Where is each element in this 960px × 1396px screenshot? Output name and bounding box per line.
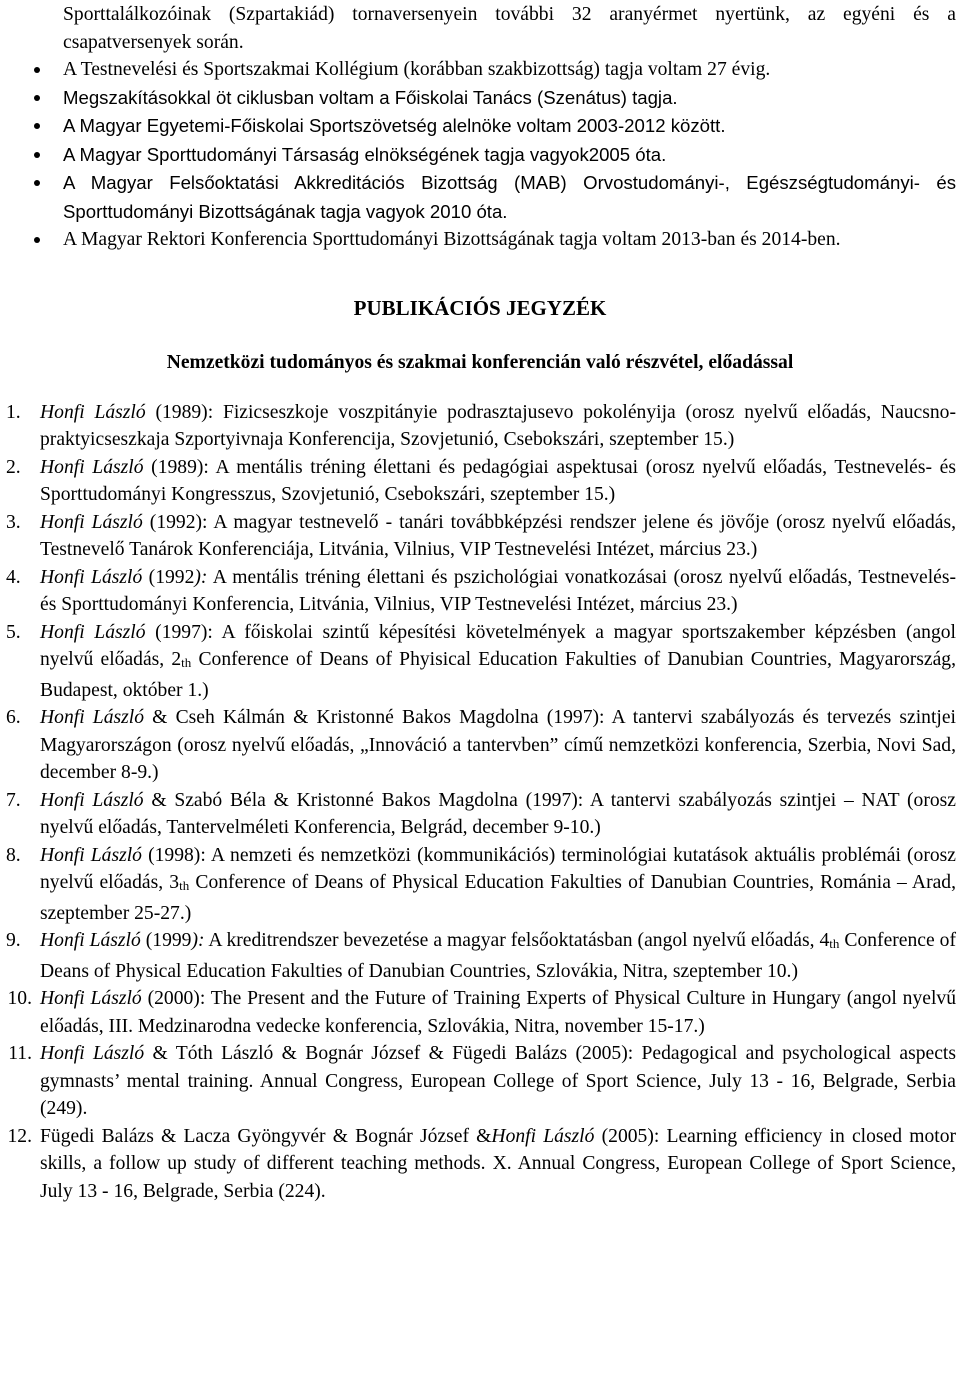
publication-text: & Cseh Kálmán & Kristonné Bakos Magdolna (1997): A tantervi szabályozás és tervezés szintjei Magyarországon (orosz nyelvű előadás, „Innováció a tantervben” című nemzetközi konferencia, Szerbia, Novi Sad, december 8-9.) bbox=[40, 707, 956, 783]
publication-item bbox=[0, 842, 960, 928]
author-highlight: Honfi László bbox=[40, 456, 144, 478]
publication-text: (1997): A főiskolai szintű képesítési követelmények a magyar sportszakember képzésben (angol nyelvű előadás, 2 bbox=[40, 621, 956, 670]
bullet-item bbox=[0, 112, 960, 141]
bullet-item bbox=[0, 84, 960, 113]
author-highlight: Honfi László bbox=[40, 707, 144, 728]
bullet-dot-icon bbox=[34, 152, 40, 158]
author-highlight: Honfi László bbox=[40, 988, 142, 1009]
bullet-dot-icon bbox=[34, 95, 40, 101]
author-highlight: Honfi László bbox=[40, 930, 141, 951]
bullet-dot-icon bbox=[34, 180, 40, 186]
publication-item bbox=[0, 927, 960, 985]
publication-number: 7. bbox=[6, 789, 21, 811]
publication-item bbox=[0, 1123, 960, 1206]
publication-text: A kreditrendszer bevezetése a magyar felsőoktatásban (angol nyelvű előadás, 4 bbox=[204, 930, 830, 951]
publication-text: th bbox=[181, 655, 192, 670]
bullet-item bbox=[0, 141, 960, 170]
publication-text: Conference of Deans of Physical Education Fakulties of Danubian Countries, Románia – Arad, szeptember 25-27.) bbox=[40, 872, 957, 924]
bullet-list bbox=[0, 56, 960, 254]
bullet-item bbox=[0, 56, 960, 84]
bullet-text: A Magyar Sporttudományi Társaság elnökségének tagja vagyok2005 óta. bbox=[63, 143, 667, 165]
publication-item bbox=[0, 1040, 960, 1123]
document-page bbox=[0, 1, 960, 1205]
bullet-text: Megszakításokkal öt ciklusban voltam a Főiskolai Tanács (Szenátus) tagja. bbox=[63, 86, 678, 108]
publication-text: (2000): The Present and the Future of Training Experts of Physical Culture in Hungary (angol nyelvű előadás, III. Medzinarodna vedecke konferencia, Szlovákia, Nitra, november 15-17.) bbox=[40, 988, 956, 1037]
publication-item bbox=[0, 399, 960, 454]
publication-item bbox=[0, 985, 960, 1040]
section-subtitle: Nemzetközi tudományos és szakmai konferencián való részvétel, előadással bbox=[166, 351, 794, 373]
author-highlight: Honfi László bbox=[40, 401, 146, 423]
publication-text: (1999 bbox=[140, 930, 192, 951]
publication-number: 8. bbox=[6, 844, 21, 866]
publication-number: 2. bbox=[6, 456, 21, 478]
author-highlight: Honfi László bbox=[40, 566, 143, 588]
publication-number: 12. bbox=[7, 1125, 32, 1147]
publication-number: 11. bbox=[8, 1043, 32, 1064]
author-highlight: Honfi László bbox=[40, 1043, 145, 1064]
publication-text: & Szabó Béla & Kristonné Bakos Magdolna (1997): A tantervi szabályozás szintjei – NAT (orosz nyelvű előadás, Tantervelméleti Konferencia, Belgrád, december 9-10.) bbox=[40, 789, 956, 838]
publication-item bbox=[0, 704, 960, 787]
publication-number: 10. bbox=[7, 988, 32, 1009]
bullet-text: A Magyar Felsőoktatási Akkreditációs Bizottság (MAB) Orvostudományi-, Egészségtudományi- és Sporttudományi Bizottságának tagja vagyok 2010 óta. bbox=[63, 172, 956, 222]
bullet-item bbox=[0, 226, 960, 254]
author-highlight: ): bbox=[191, 930, 205, 951]
publication-text: Conference of Deans of Phyisical Education Fakulties of Danubian Countries, Magyarország, Budapest, október 1.) bbox=[40, 649, 956, 701]
bullet-text: A Magyar Egyetemi-Főiskolai Sportszövetség alelnöke voltam 2003-2012 között. bbox=[63, 115, 726, 136]
publication-text: Conference of Deans of Physical Education Fakulties of Danubian Countries, Szlovákia, Nitra, szeptember 10.) bbox=[40, 930, 956, 982]
intro-continuation: Sporttalálkozóinak (Szpartakiád) tornaversenyein további 32 aranyérmet nyertünk, az egyéni és a csapatversenyek során. bbox=[63, 4, 956, 53]
bullet-text: A Testnevelési és Sportszakmai Kollégium (korábban szakbizottság) tagja voltam 27 évig. bbox=[63, 59, 771, 80]
publication-text: & Tóth László & Bognár József & Fügedi Balázs (2005): Pedagogical and psychological aspects gymnasts’ mental training. Annual Congress, European College of Sport Science, July 13 - 16, Belgrade, Serbia (249). bbox=[40, 1043, 957, 1119]
bullet-dot-icon bbox=[34, 67, 40, 73]
author-highlight: Honfi László bbox=[40, 844, 142, 866]
publication-item bbox=[0, 564, 960, 619]
publication-text: th bbox=[829, 936, 840, 951]
publication-text: (2005): Learning efficiency in closed motor skills, a follow up study of different teaching methods. X. Annual Congress, European College of Sport Science, July 13 - 16, Belgrade, Serbia (224). bbox=[40, 1125, 957, 1202]
publication-text: th bbox=[179, 878, 190, 893]
publication-text: A mentális tréning élettani és pszichológiai vonatkozásai (orosz nyelvű előadás, Testnevelés- és Sporttudományi Konferencia, Litvánia, Vilnius, VIP Testnevelési Intézet, március 23.) bbox=[40, 566, 956, 615]
bullet-dot-icon bbox=[34, 237, 40, 243]
publication-text: (1998): A nemzeti és nemzetközi (kommunikációs) terminológiai kutatások aktuális problémái (orosz nyelvű előadás, 3 bbox=[40, 844, 956, 893]
author-highlight: Honfi László bbox=[491, 1125, 595, 1147]
publication-text: (1989): A mentális tréning élettani és pedagógiai aspektusai (orosz nyelvű előadás, Testnevelés- és Sporttudományi Kongresszus, Szovjetunió, Csebokszári, szeptember 15.) bbox=[40, 456, 956, 505]
publication-number: 3. bbox=[6, 511, 21, 533]
author-highlight: Honfi László bbox=[40, 511, 143, 533]
author-highlight: Honfi László bbox=[40, 789, 144, 811]
author-highlight: ): bbox=[194, 566, 208, 588]
publication-number: 9. bbox=[6, 930, 21, 951]
publication-text: Fügedi Balázs & Lacza Gyöngyvér & Bognár József & bbox=[40, 1125, 492, 1147]
publication-text: (1989): Fizicseszkoje voszpitányie podrasztajusevo pokolényija (orosz nyelvű előadás, Naucsno-praktyicseszkaja Szportyivnaja Konferencija, Szovjetunió, Csebokszári, szeptember 15.) bbox=[40, 401, 956, 450]
publication-item bbox=[0, 619, 960, 705]
bullet-text: A Magyar Rektori Konferencia Sporttudományi Bizottságának tagja voltam 2013-ban és 2014-ben. bbox=[63, 229, 841, 250]
bullet-dot-icon bbox=[34, 123, 40, 129]
publication-number: 1. bbox=[6, 401, 21, 423]
bullet-item bbox=[0, 169, 960, 226]
section-title: PUBLIKÁCIÓS JEGYZÉK bbox=[353, 295, 607, 320]
publication-number: 4. bbox=[6, 566, 21, 588]
publication-item bbox=[0, 787, 960, 842]
publication-text: (1992): A magyar testnevelő - tanári továbbképzési rendszer jelene és jövője (orosz nyelvű előadás, Testnevelő Tanárok Konferenciája, Litvánia, Vilnius, VIP Testnevelési Intézet, március 23.) bbox=[40, 511, 956, 560]
publication-number: 5. bbox=[6, 621, 21, 643]
author-highlight: Honfi László bbox=[40, 621, 146, 643]
publication-text: (1992 bbox=[142, 566, 195, 588]
publication-list bbox=[0, 399, 960, 1206]
publication-item bbox=[0, 454, 960, 509]
publication-item bbox=[0, 509, 960, 564]
publication-number: 6. bbox=[6, 707, 21, 728]
